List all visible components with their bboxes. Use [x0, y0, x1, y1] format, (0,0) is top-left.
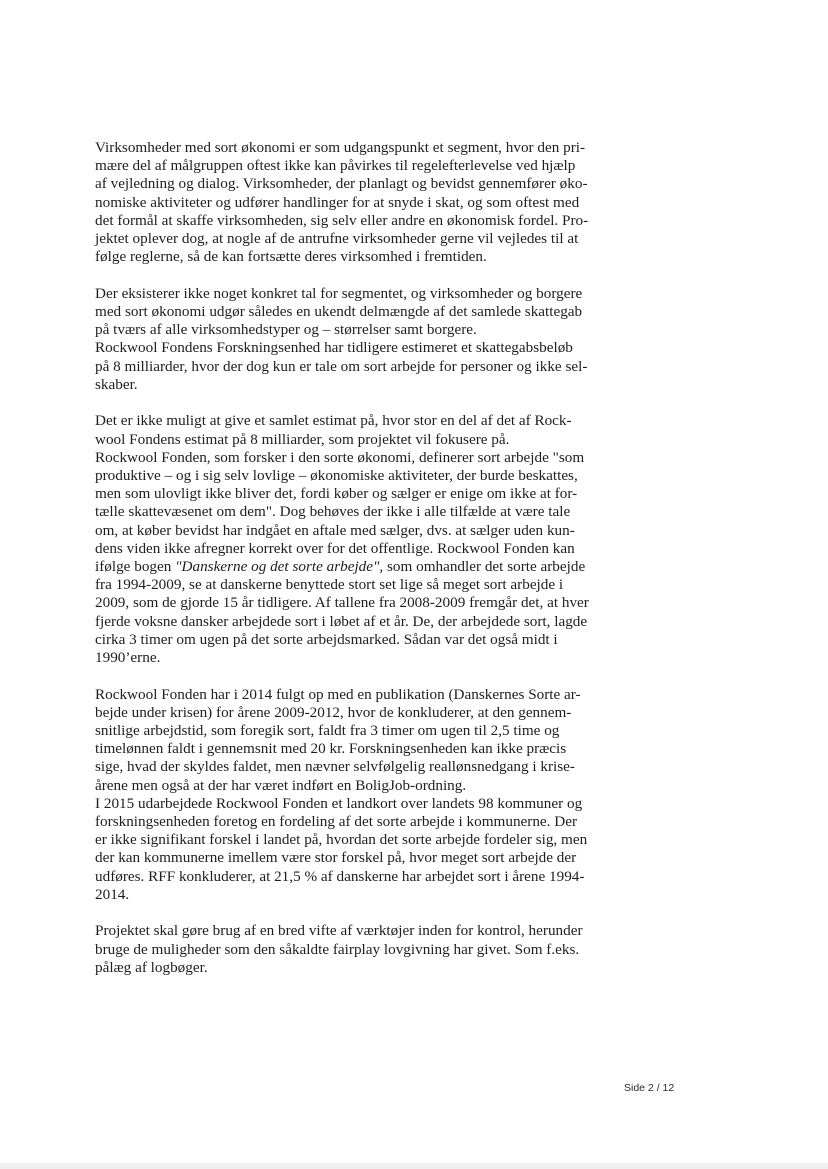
- document-body: [95, 139, 615, 995]
- page-bottom-edge: [0, 1163, 828, 1169]
- text-line: produktive – og i sig selv lovlige – økonomiske aktiviteter, der burde beskattes,: [95, 467, 578, 485]
- text-line: snitlige arbejdstid, som foregik sort, faldt fra 3 timer om ugen til 2,5 time og: [95, 722, 560, 740]
- text-line: fjerde voksne dansker arbejdede sort i løbet af et år. De, der arbejdede sort, lagde: [95, 612, 588, 630]
- text-line: cirka 3 timer om ugen på det sorte arbejdsmarked. Sådan var det også midt i: [95, 630, 558, 648]
- text-line: bruge de muligheder som den såkaldte fairplay lovgivning har givet. Som f.eks.: [95, 940, 580, 958]
- text-line: Virksomheder med sort økonomi er som udgangspunkt et segment, hvor den pri-: [95, 139, 586, 156]
- text-line: på 8 milliarder, hvor der dog kun er tale om sort arbejde for personer og ikke sel-: [95, 357, 588, 375]
- text-line: der kan kommunerne imellem være stor forskel på, hvor meget sort arbejde der: [95, 849, 577, 867]
- text-line: udføres. RFF konkluderer, at 21,5 % af danskerne har arbejdet sort i årene 1994-: [95, 867, 585, 885]
- page-number: Side 2 / 12: [624, 1082, 675, 1094]
- book-title: "Danskerne og det sorte arbejde": [175, 558, 380, 576]
- text-line: forskningsenheden foretog en fordeling af det sorte arbejde i kommunerne. Der: [95, 813, 578, 831]
- text-line: med sort økonomi udgør således en ukendt delmængde af det samlede skattegab: [95, 303, 583, 321]
- text-line: wool Fondens estimat på 8 milliarder, som projektet vil fokusere på.: [95, 430, 510, 448]
- text-line: dens viden ikke afregner korrekt over for det offentlige. Rockwool Fonden kan: [95, 539, 575, 557]
- text-line: skaber.: [95, 375, 138, 393]
- paragraph-skattegab: [95, 285, 615, 394]
- text-line: pålæg af logbøger.: [95, 958, 208, 976]
- text-segment: ifølge bogen: [95, 558, 176, 576]
- text-line: bejde under krisen) for årene 2009-2012, hvor de konkluderer, at den gennem-: [95, 703, 572, 721]
- text-line: Projektet skal gøre brug af en bred vifte af værktøjer inden for kontrol, herunder: [95, 922, 583, 940]
- text-line: om, at køber bevidst har indgået en aftale med sælger, dvs. at sælger uden kun-: [95, 521, 575, 539]
- text-line: Det er ikke muligt at give et samlet estimat på, hvor stor en del af det af Rock-: [95, 412, 572, 430]
- text-line-with-book-title: [95, 558, 615, 576]
- text-line: 2009, som de gjorde 15 år tidligere. Af tallene fra 2008-2009 fremgår det, at hver: [95, 594, 589, 612]
- text-line: det formål at skaffe virksomheden, sig selv eller andre en økonomisk fordel. Pro-: [95, 211, 589, 229]
- text-line: jektet oplever dog, at nogle af de antrufne virksomheder gerne vil vejledes til at: [95, 230, 579, 248]
- text-line: er ikke signifikant forskel i landet på, hvordan det sorte arbejde fordeler sig, men: [95, 831, 588, 849]
- text-line: følge reglerne, så de kan fortsætte deres virksomhed i fremtiden.: [95, 248, 487, 266]
- text-line: 1990’erne.: [95, 649, 161, 667]
- text-line: 2014.: [95, 885, 130, 903]
- text-line: Rockwool Fonden, som forsker i den sorte økonomi, definerer sort arbejde "som: [95, 448, 585, 466]
- paragraph-publikation-2014: [95, 686, 615, 904]
- text-line: timelønnen faldt i gennemsnit med 20 kr. Forskningsenheden kan ikke præcis: [95, 740, 567, 758]
- text-line: tælle skattevæsenet om dem". Dog behøves der ikke i alle tilfælde at være tale: [95, 503, 571, 521]
- text-segment: , som omhandler det sorte arbejde: [379, 558, 586, 576]
- text-line: nomiske aktiviteter og udfører handlinger for at snyde i skat, og som oftest med: [95, 193, 580, 211]
- text-line: I 2015 udarbejdede Rockwool Fonden et landkort over landets 98 kommuner og: [95, 794, 583, 812]
- text-line: sige, hvad der skyldes faldet, men nævner selvfølgelig reallønsnedgang i krise-: [95, 758, 575, 776]
- text-line: af vejledning og dialog. Virksomheder, der planlagt og bevidst gennemfører øko-: [95, 175, 588, 193]
- text-line: fra 1994-2009, se at danskerne benyttede stort set lige så meget sort arbejde i: [95, 576, 564, 594]
- paragraph-rockwool-definition: [95, 412, 615, 667]
- text-line: på tværs af alle virksomhedstyper og – størrelser samt borgere.: [95, 321, 477, 339]
- paragraph-vaerktoejer: [95, 922, 615, 977]
- text-line: Rockwool Fonden har i 2014 fulgt op med en publikation (Danskernes Sorte ar-: [95, 685, 581, 703]
- text-line: Der eksisterer ikke noget konkret tal for segmentet, og virksomheder og borgere: [95, 284, 583, 302]
- paragraph-sort-oekonomi-segment: [95, 139, 615, 266]
- text-line: mære del af målgruppen oftest ikke kan påvirkes til regelefterlevelse ved hjælp: [95, 157, 576, 175]
- text-line: Rockwool Fondens Forskningsenhed har tidligere estimeret et skattegabsbeløb: [95, 339, 573, 357]
- text-line: men som ulovligt ikke bliver det, fordi køber og sælger er enige om ikke at for-: [95, 485, 578, 503]
- text-line: årene men også at der har været indført en BoligJob-ordning.: [95, 776, 467, 794]
